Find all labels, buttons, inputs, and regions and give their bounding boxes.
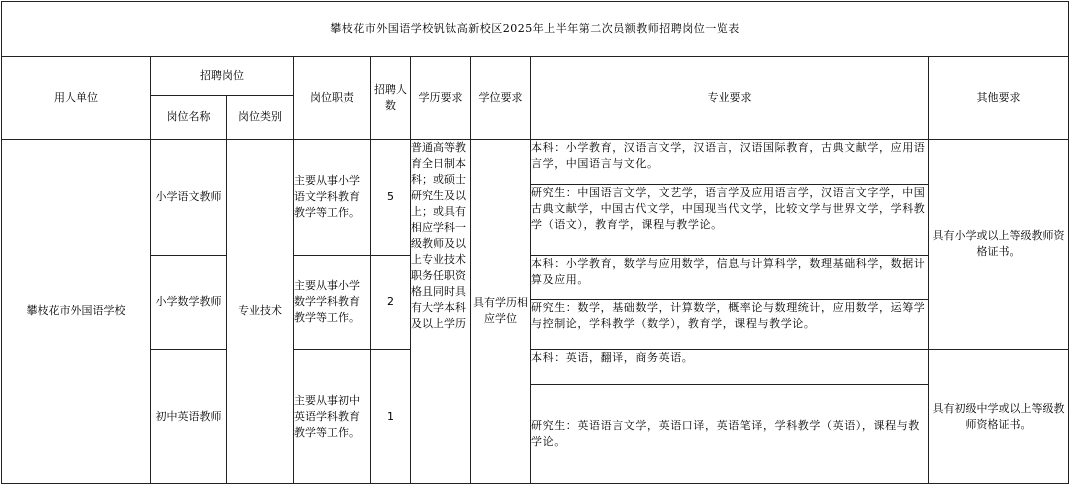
- unit-cell: 攀枝花市外国语学校: [2, 139, 151, 483]
- major-cell: 本科：小学教育，汉语言文学，汉语言，汉语国际教育，古典文献学，应用语言学，中国语言与文化。: [531, 139, 929, 184]
- count-cell: 1: [371, 350, 411, 484]
- education-cell: 普通高等教育全日制本科；或硕士研究生及以上；或具有相应学科一级教师及以上专业技术职务任职资格且同时具有大学本科及以上学历: [411, 139, 471, 483]
- header-degree: 学位要求: [471, 57, 531, 140]
- major-cell: 研究生：中国语言文学，文艺学，语言学及应用语言学，汉语言文字学，中国古典文献学，中国古代文学，中国现当代文学，比较文学与世界文学，学科教学（语文），教育学，课程与教学论。: [531, 185, 929, 255]
- position-name-cell: 初中英语教师: [151, 350, 227, 484]
- major-cell: 本科：英语，翻译，商务英语。: [531, 350, 929, 385]
- header-position-group: 招聘岗位: [151, 57, 294, 95]
- position-name-cell: 小学语文教师: [151, 139, 227, 255]
- other-requirement-cell: 具有初级中学或以上等级教师资格证书。: [929, 350, 1069, 484]
- header-other: 其他要求: [929, 57, 1069, 140]
- header-position-name: 岗位名称: [151, 95, 227, 139]
- count-cell: 5: [371, 139, 411, 255]
- count-cell: 2: [371, 255, 411, 350]
- position-name-cell: 小学数学教师: [151, 255, 227, 350]
- table-row: [2, 255, 1069, 299]
- header-major: 专业要求: [531, 57, 929, 140]
- header-position-type: 岗位类别: [227, 95, 294, 139]
- page-title: 攀枝花市外国语学校钒钛高新校区2025年上半年第二次员额教师招聘岗位一览表: [2, 2, 1069, 57]
- header-row-1: [2, 57, 1069, 95]
- header-duty: 岗位职责: [294, 57, 371, 140]
- duty-cell: 主要从事小学语文学科教育教学等工作。: [294, 139, 371, 255]
- header-count: 招聘人数: [371, 57, 411, 140]
- major-cell: 研究生：数学，基础数学，计算数学，概率论与数理统计，应用数学，运筹学与控制论，学科教学（数学），教育学，课程与教学论。: [531, 299, 929, 349]
- degree-cell: 具有学历相应学位: [471, 139, 531, 483]
- duty-cell: 主要从事小学数学学科教育教学等工作。: [294, 255, 371, 350]
- major-cell: 本科：小学教育，数学与应用数学，信息与计算科学，数理基础科学，数据计算及应用。: [531, 255, 929, 299]
- header-education: 学历要求: [411, 57, 471, 140]
- recruitment-table: [1, 1, 1069, 484]
- other-requirement-cell: 具有小学或以上等级教师资格证书。: [929, 139, 1069, 349]
- position-type-cell: 专业技术: [227, 139, 294, 483]
- table-row: [2, 139, 1069, 184]
- table-row: [2, 350, 1069, 385]
- header-unit: 用人单位: [2, 57, 151, 140]
- duty-cell: 主要从事初中英语学科教育教学等工作。: [294, 350, 371, 484]
- title-row: [2, 2, 1069, 57]
- major-cell: 研究生：英语语言文学，英语口译，英语笔译，学科教学（英语），课程与教学论。: [531, 385, 929, 484]
